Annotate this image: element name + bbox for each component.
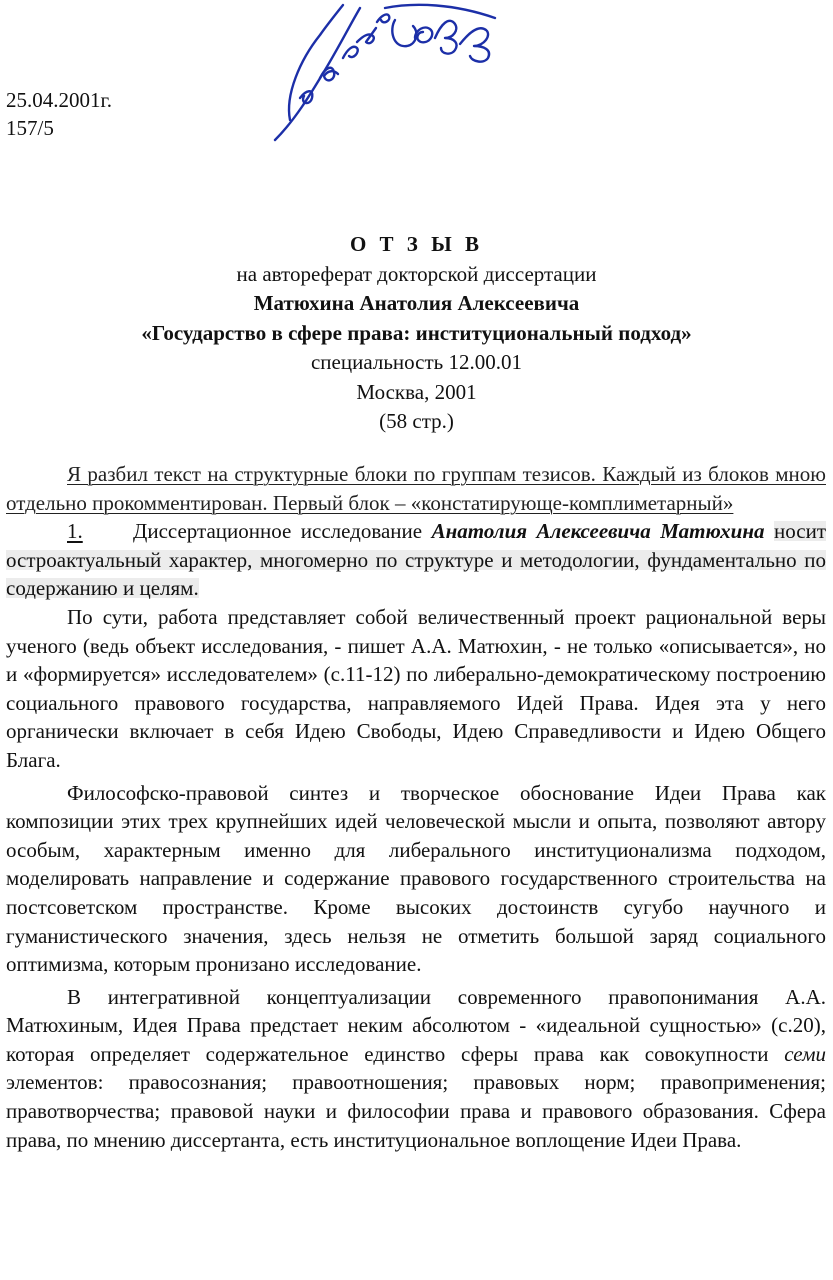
place-year-line: Москва, 2001 [356, 379, 477, 404]
page-count-line: (58 стр.) [379, 409, 454, 433]
paragraph-4-before: В интегративной концептуализации современного правопонимания А.А. Матюхиным, Идея Права предстает неким абсолютом - «идеальной сущностью» (с.20), которая определяет содержательное единство сферы права как совокупности [6, 984, 826, 1066]
paragraph-3: Философско-правовой синтез и творческое обоснование Идеи Права как композиции этих трех крупнейших идей человеческой мысли и опыта, позволяют автору особым, характерным именно для либерального институционализма подходом, моделировать направление и содержание правового государственного строительства на постсоветском пространстве. Кроме высоких достоинств сугубо научного и гуманистического значения, здесь нельзя не отметить большой заряд социального оптимизма, которым пронизано исследование. [6, 780, 826, 977]
subject-line: на автореферат докторской диссертации [236, 261, 597, 286]
paragraph-1 [6, 517, 826, 603]
specialty-line: специальность 12.00.01 [310, 350, 522, 374]
document-heading: О Т З Ы В [349, 232, 484, 256]
paragraph-number: 1. [67, 519, 83, 544]
paragraph-1-rest: носит остроактуальный характер, многомерно по структуре и методологии, фундаментально по содержанию и целям. [6, 519, 827, 601]
handwritten-signature [265, 0, 535, 150]
paragraph-4-after: элементов: правосознания; правоотношения; правовых норм; правоприменения; правотворчества; правовой науки и философии права и правового образования. Сфера права, по мнению диссертанта, есть институциональное воплощение Идеи Права. [6, 1070, 826, 1152]
document-body [6, 460, 826, 1154]
intro-text: Я разбил текст на структурные блоки по группам тезисов. Каждый из блоков мною отдельно прокомментирован. Первый блок – «констатирующе-комплиметарный» [6, 462, 826, 515]
document-number: 157/5 [6, 116, 54, 140]
paragraph-4-emphasis: семи [784, 1041, 827, 1066]
dissertation-title: «Государство в сфере права: институциональный подход» [141, 320, 692, 345]
paragraph-1-lead: Диссертационное исследование [133, 519, 423, 544]
author-name: Матюхина Анатолия Алексеевича [253, 291, 580, 315]
title-block [0, 230, 833, 437]
intro-paragraph [6, 460, 826, 517]
author-name-inline: Анатолия Алексеевича Матюхина [431, 519, 765, 544]
paragraph-2: По сути, работа представляет собой величественный проект рациональной веры ученого (ведь объект исследования, - пишет А.А. Матюхин, - не только «описывается», но и «формируется» исследователем» (с.11-12) по либерально-демократическому построению социального правового государства, направляемого Идей Права. Идея эта у него органически включает в себя Идею Свободы, Идею Справедливости и Идею Общего Блага. [6, 604, 826, 772]
document-date: 25.04.2001г. [6, 88, 112, 112]
document-meta [6, 86, 112, 142]
paragraph-4 [6, 983, 826, 1155]
